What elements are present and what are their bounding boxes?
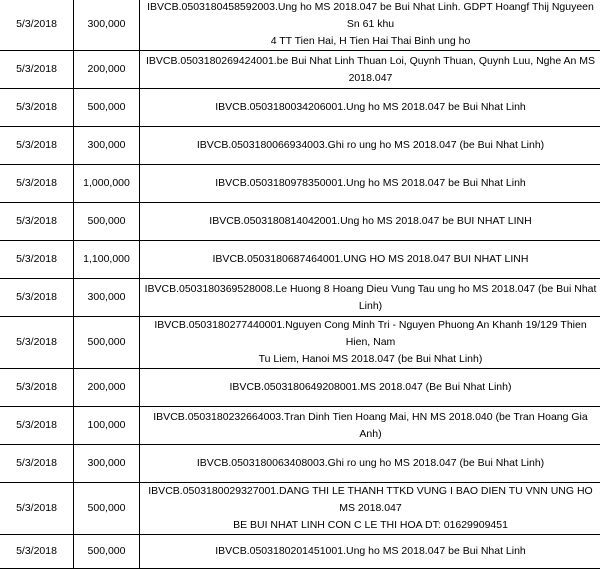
amount-cell: 300,000: [74, 445, 140, 483]
description-line: IBVCB.0503180978350001.Ung ho MS 2018.047 be Bui Nhat Linh: [142, 175, 599, 192]
description-cell: [140, 317, 600, 369]
description-line: IBVCB.0503180277440001.Nguyen Cong Minh Tri - Nguyen Phuong An Khanh 19/129 Thien Hien, Nam: [142, 317, 599, 351]
date-cell: 5/3/2018: [0, 407, 74, 445]
table-row: [0, 0, 600, 51]
table-row: [0, 279, 600, 317]
table-row: [0, 241, 600, 279]
description-line: IBVCB.0503180034206001.Ung ho MS 2018.047 be Bui Nhat Linh: [142, 99, 599, 116]
date-cell: 5/3/2018: [0, 165, 74, 203]
amount-cell: 500,000: [74, 483, 140, 535]
table-row: [0, 165, 600, 203]
description-cell: [140, 127, 600, 165]
table-row: [0, 127, 600, 165]
description-line: BE BUI NHAT LINH CON C LE THI HOA DT: 01629909451: [142, 517, 599, 534]
table-row: [0, 89, 600, 127]
description-cell: [140, 483, 600, 535]
date-cell: 5/3/2018: [0, 203, 74, 241]
amount-cell: 500,000: [74, 203, 140, 241]
amount-cell: 500,000: [74, 535, 140, 569]
description-cell: [140, 535, 600, 569]
description-line: Tu Liem, Hanoi MS 2018.047 (be Bui Nhat Linh): [142, 351, 599, 368]
date-cell: 5/3/2018: [0, 317, 74, 369]
description-line: IBVCB.0503180201451001.Ung ho MS 2018.047 be Bui Nhat Linh: [142, 543, 599, 560]
table-row: [0, 483, 600, 535]
description-line: IBVCB.0503180063408003.Ghi ro ung ho MS 2018.047 (be Bui Nhat Linh): [142, 455, 599, 472]
date-cell: 5/3/2018: [0, 445, 74, 483]
description-line: IBVCB.0503180029327001.DANG THI LE THANH TTKD VUNG I BAO DIEN TU VNN UNG HO MS 2018.047: [142, 483, 599, 517]
description-cell: [140, 89, 600, 127]
table-row: [0, 535, 600, 569]
date-cell: 5/3/2018: [0, 127, 74, 165]
description-line: 4 TT Tien Hai, H Tien Hai Thai Binh ung ho: [142, 33, 599, 50]
description-cell: [140, 165, 600, 203]
amount-cell: 500,000: [74, 317, 140, 369]
date-cell: 5/3/2018: [0, 279, 74, 317]
date-cell: 5/3/2018: [0, 51, 74, 89]
date-cell: 5/3/2018: [0, 369, 74, 407]
description-line: IBVCB.0503180814042001.Ung ho MS 2018.047 be BUI NHAT LINH: [142, 213, 599, 230]
amount-cell: 1,000,000: [74, 165, 140, 203]
description-line: IBVCB.0503180269424001.be Bui Nhat Linh Thuan Loi, Quynh Thuan, Quynh Luu, Nghe An MS: [142, 53, 599, 70]
amount-cell: 200,000: [74, 51, 140, 89]
description-cell: [140, 369, 600, 407]
date-cell: 5/3/2018: [0, 89, 74, 127]
amount-cell: 300,000: [74, 279, 140, 317]
date-cell: 5/3/2018: [0, 241, 74, 279]
description-line: 2018.047: [142, 70, 599, 87]
amount-cell: 300,000: [74, 127, 140, 165]
description-cell: [140, 203, 600, 241]
date-cell: 5/3/2018: [0, 483, 74, 535]
table-row: [0, 203, 600, 241]
amount-cell: 100,000: [74, 407, 140, 445]
table-row: [0, 369, 600, 407]
description-cell: [140, 279, 600, 317]
description-cell: [140, 241, 600, 279]
description-line: IBVCB.0503180649208001.MS 2018.047 (Be Bui Nhat Linh): [142, 379, 599, 396]
description-line: IBVCB.0503180458592003.Ung ho MS 2018.047 be Bui Nhat Linh. GDPT Hoangf Thij Nguyeen Sn 61 khu: [142, 0, 599, 33]
amount-cell: 1,100,000: [74, 241, 140, 279]
amount-cell: 200,000: [74, 369, 140, 407]
table-row: [0, 407, 600, 445]
amount-cell: 300,000: [74, 0, 140, 51]
table-row: [0, 51, 600, 89]
description-line: IBVCB.0503180687464001.UNG HO MS 2018.047 BUI NHAT LINH: [142, 251, 599, 268]
description-line: IBVCB.0503180232664003.Tran Dinh Tien Hoang Mai, HN MS 2018.040 (be Tran Hoang Gia Anh): [142, 409, 599, 443]
description-cell: [140, 407, 600, 445]
description-line: IBVCB.0503180369528008.Le Huong 8 Hoang Dieu Vung Tau ung ho MS 2018.047 (be Bui Nhat Linh): [142, 281, 599, 315]
description-line: IBVCB.0503180066934003.Ghi ro ung ho MS 2018.047 (be Bui Nhat Linh): [142, 137, 599, 154]
date-cell: 5/3/2018: [0, 535, 74, 569]
table-row: [0, 317, 600, 369]
description-cell: [140, 445, 600, 483]
description-cell: [140, 0, 600, 51]
date-cell: 5/3/2018: [0, 0, 74, 51]
table-row: [0, 445, 600, 483]
amount-cell: 500,000: [74, 89, 140, 127]
description-cell: [140, 51, 600, 89]
